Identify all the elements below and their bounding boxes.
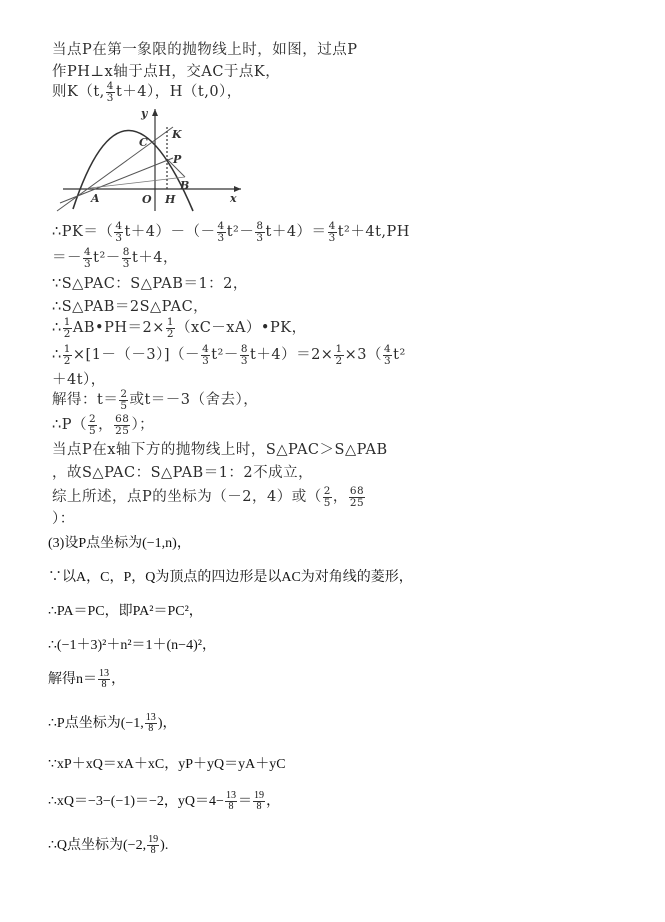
text-line: ∵S△PAC：S△PAB＝1：2， [52,276,248,292]
denominator: 8 [101,679,107,691]
numerator: 68 [115,412,130,425]
text-line [48,790,280,813]
text-line [52,388,258,411]
text-segment: ， [111,672,126,687]
text-segment: ∴P点坐标为(−1, [48,716,144,731]
fraction [383,344,392,367]
denominator: 3 [202,354,210,367]
text-line [48,712,177,735]
fraction [166,317,175,340]
denominator: 8 [150,845,156,857]
text-segment: 解得n＝ [48,672,97,687]
numerator: 2 [323,484,331,497]
denominator: 3 [217,231,225,244]
text-segment: （xC－xA）•PK， [176,320,307,336]
numerator: 4 [383,342,392,355]
label-y: y [141,107,148,120]
text-segment: ∴PK＝（ [52,224,114,240]
denominator: 8 [256,801,262,813]
text-line [52,80,242,103]
text-segment: ×3（ [344,347,382,363]
text-segment: t²－ [211,347,239,363]
numerator: 2 [88,412,97,425]
label-k: K [172,128,182,141]
text-segment: ， [266,794,281,809]
parabola-graph [55,103,250,215]
fraction [145,713,157,735]
text-segment: AB•PH＝2× [72,320,165,336]
numerator: 8 [122,245,130,258]
text-line [52,485,366,508]
numerator: 4 [84,245,92,258]
line-ab [90,177,185,188]
denominator: 3 [240,354,249,367]
text-segment: ）； [131,417,155,433]
numerator: 1 [166,315,175,328]
fraction [225,791,237,813]
text-segment: ∴P（ [52,417,87,433]
label-p: P [173,153,182,166]
label-c: C [139,136,148,149]
denominator: 25 [349,496,365,509]
text-line: ∵xP＋xQ＝xA＋xC，yP＋yQ＝yA＋yC [48,757,286,772]
fraction [255,221,264,244]
text-line: ∴PA＝PC，即PA²＝PC²， [48,604,203,619]
text-segment: t＋4）－（－ [124,224,216,240]
denominator: 3 [383,354,392,367]
text-segment: t²－ [226,224,255,240]
text-segment: t＋4）＝ [265,224,327,240]
text-segment: ＝－ [52,250,82,266]
text-segment: 则K（t, [52,84,105,100]
text-segment: ， [332,489,348,505]
denominator: 3 [328,231,336,244]
numerator: 4 [217,219,225,232]
fraction [114,221,123,244]
numerator: 4 [328,219,336,232]
fraction [63,344,72,367]
fraction [349,486,365,509]
label-a: A [91,192,100,205]
numerator: 1 [335,342,343,355]
fraction [83,247,92,270]
fraction [106,81,115,104]
text-segment: ∴Q点坐标为(−2, [48,838,147,853]
fraction [253,791,265,813]
denominator: 2 [335,354,343,367]
y-axis-arrow [152,109,158,116]
denominator: 5 [88,424,97,437]
denominator: 3 [84,257,92,270]
text-segment: ). [160,838,169,853]
text-line [52,246,178,269]
text-line: ∴S△PAB＝2S△PAC， [52,299,209,315]
text-segment: 综上所述，点P的坐标为（－2，4）或（ [52,489,322,505]
denominator: 5 [120,399,128,412]
denominator: 2 [166,327,175,340]
numerator: 8 [240,342,249,355]
text-line: 当点P在第一象限的抛物线上时，如图，过点P [52,42,358,58]
numerator: 1 [63,315,71,328]
numerator: 4 [106,79,114,92]
fraction [147,835,159,857]
text-segment: ∴xQ＝−3−(−1)＝−2，yQ＝4− [48,794,224,809]
fraction [88,414,97,437]
text-segment: ∴ [52,320,62,336]
text-segment: )， [157,716,177,731]
label-o: O [142,193,152,206]
text-line: 作PH⊥x轴于点H，交AC于点K， [52,64,281,80]
text-line [52,413,154,436]
numerator: 1 [63,342,71,355]
text-line [52,316,307,339]
numerator: 13 [99,667,110,679]
fraction [323,486,332,509]
text-segment: t²＋4t,PH [337,224,410,240]
numerator: 8 [256,219,264,232]
fraction [63,317,72,340]
text-segment: t²－ [93,250,121,266]
label-x: x [230,192,237,205]
text-segment: t＋4）＝2× [250,347,334,363]
numerator: 4 [202,342,210,355]
numerator: 19 [148,833,159,845]
text-line [52,220,410,243]
fraction [240,344,249,367]
fraction [119,389,128,412]
text-line [52,343,406,366]
denominator: 3 [122,257,130,270]
label-b: B [180,179,190,192]
numerator: 68 [349,484,365,497]
fraction [114,414,130,437]
denominator: 8 [228,801,234,813]
text-line: 当点P在x轴下方的抛物线上时，S△PAC＞S△PAB [52,442,388,458]
label-h: H [165,193,176,206]
text-line [48,834,168,857]
denominator: 3 [115,231,123,244]
text-line: ＋4t）， [52,372,106,388]
text-line: ∴(−1＋3)²＋n²＝1＋(n−4)²， [48,638,216,653]
text-line: (3)设P点坐标为(−1,n)， [48,536,191,551]
denominator: 8 [148,723,154,735]
numerator: 13 [145,711,156,723]
denominator: 3 [256,231,264,244]
denominator: 25 [115,424,130,437]
denominator: 3 [106,91,114,104]
fraction [201,344,210,367]
text-line: ∵以A，C，P，Q为顶点的四边形是以AC为对角线的菱形， [48,570,413,585]
fraction [328,221,337,244]
numerator: 4 [115,219,123,232]
text-segment: 或t＝－3（舍去）， [129,392,259,408]
denominator: 2 [63,327,71,340]
denominator: 2 [63,354,71,367]
text-segment: ×[1－（－3）]（－ [72,347,201,363]
text-segment: ∴ [52,347,62,363]
text-segment: ＝ [238,794,253,809]
text-segment: t＋4），H（t,0）， [115,84,242,100]
text-segment: t² [393,347,406,363]
text-line [48,668,125,691]
text-segment: ， [98,417,114,433]
fraction [334,344,343,367]
numerator: 19 [254,789,265,801]
denominator: 5 [323,496,331,509]
numerator: 2 [120,387,128,400]
text-line: ）： [52,511,75,527]
text-line: ，故S△PAC：S△PAB＝1：2不成立， [52,465,314,481]
numerator: 13 [225,789,237,801]
fraction [217,221,226,244]
fraction [98,669,110,691]
fraction [122,247,131,270]
text-segment: t＋4， [131,250,179,266]
text-segment: 解得：t＝ [52,392,119,408]
line-ac [57,127,173,211]
